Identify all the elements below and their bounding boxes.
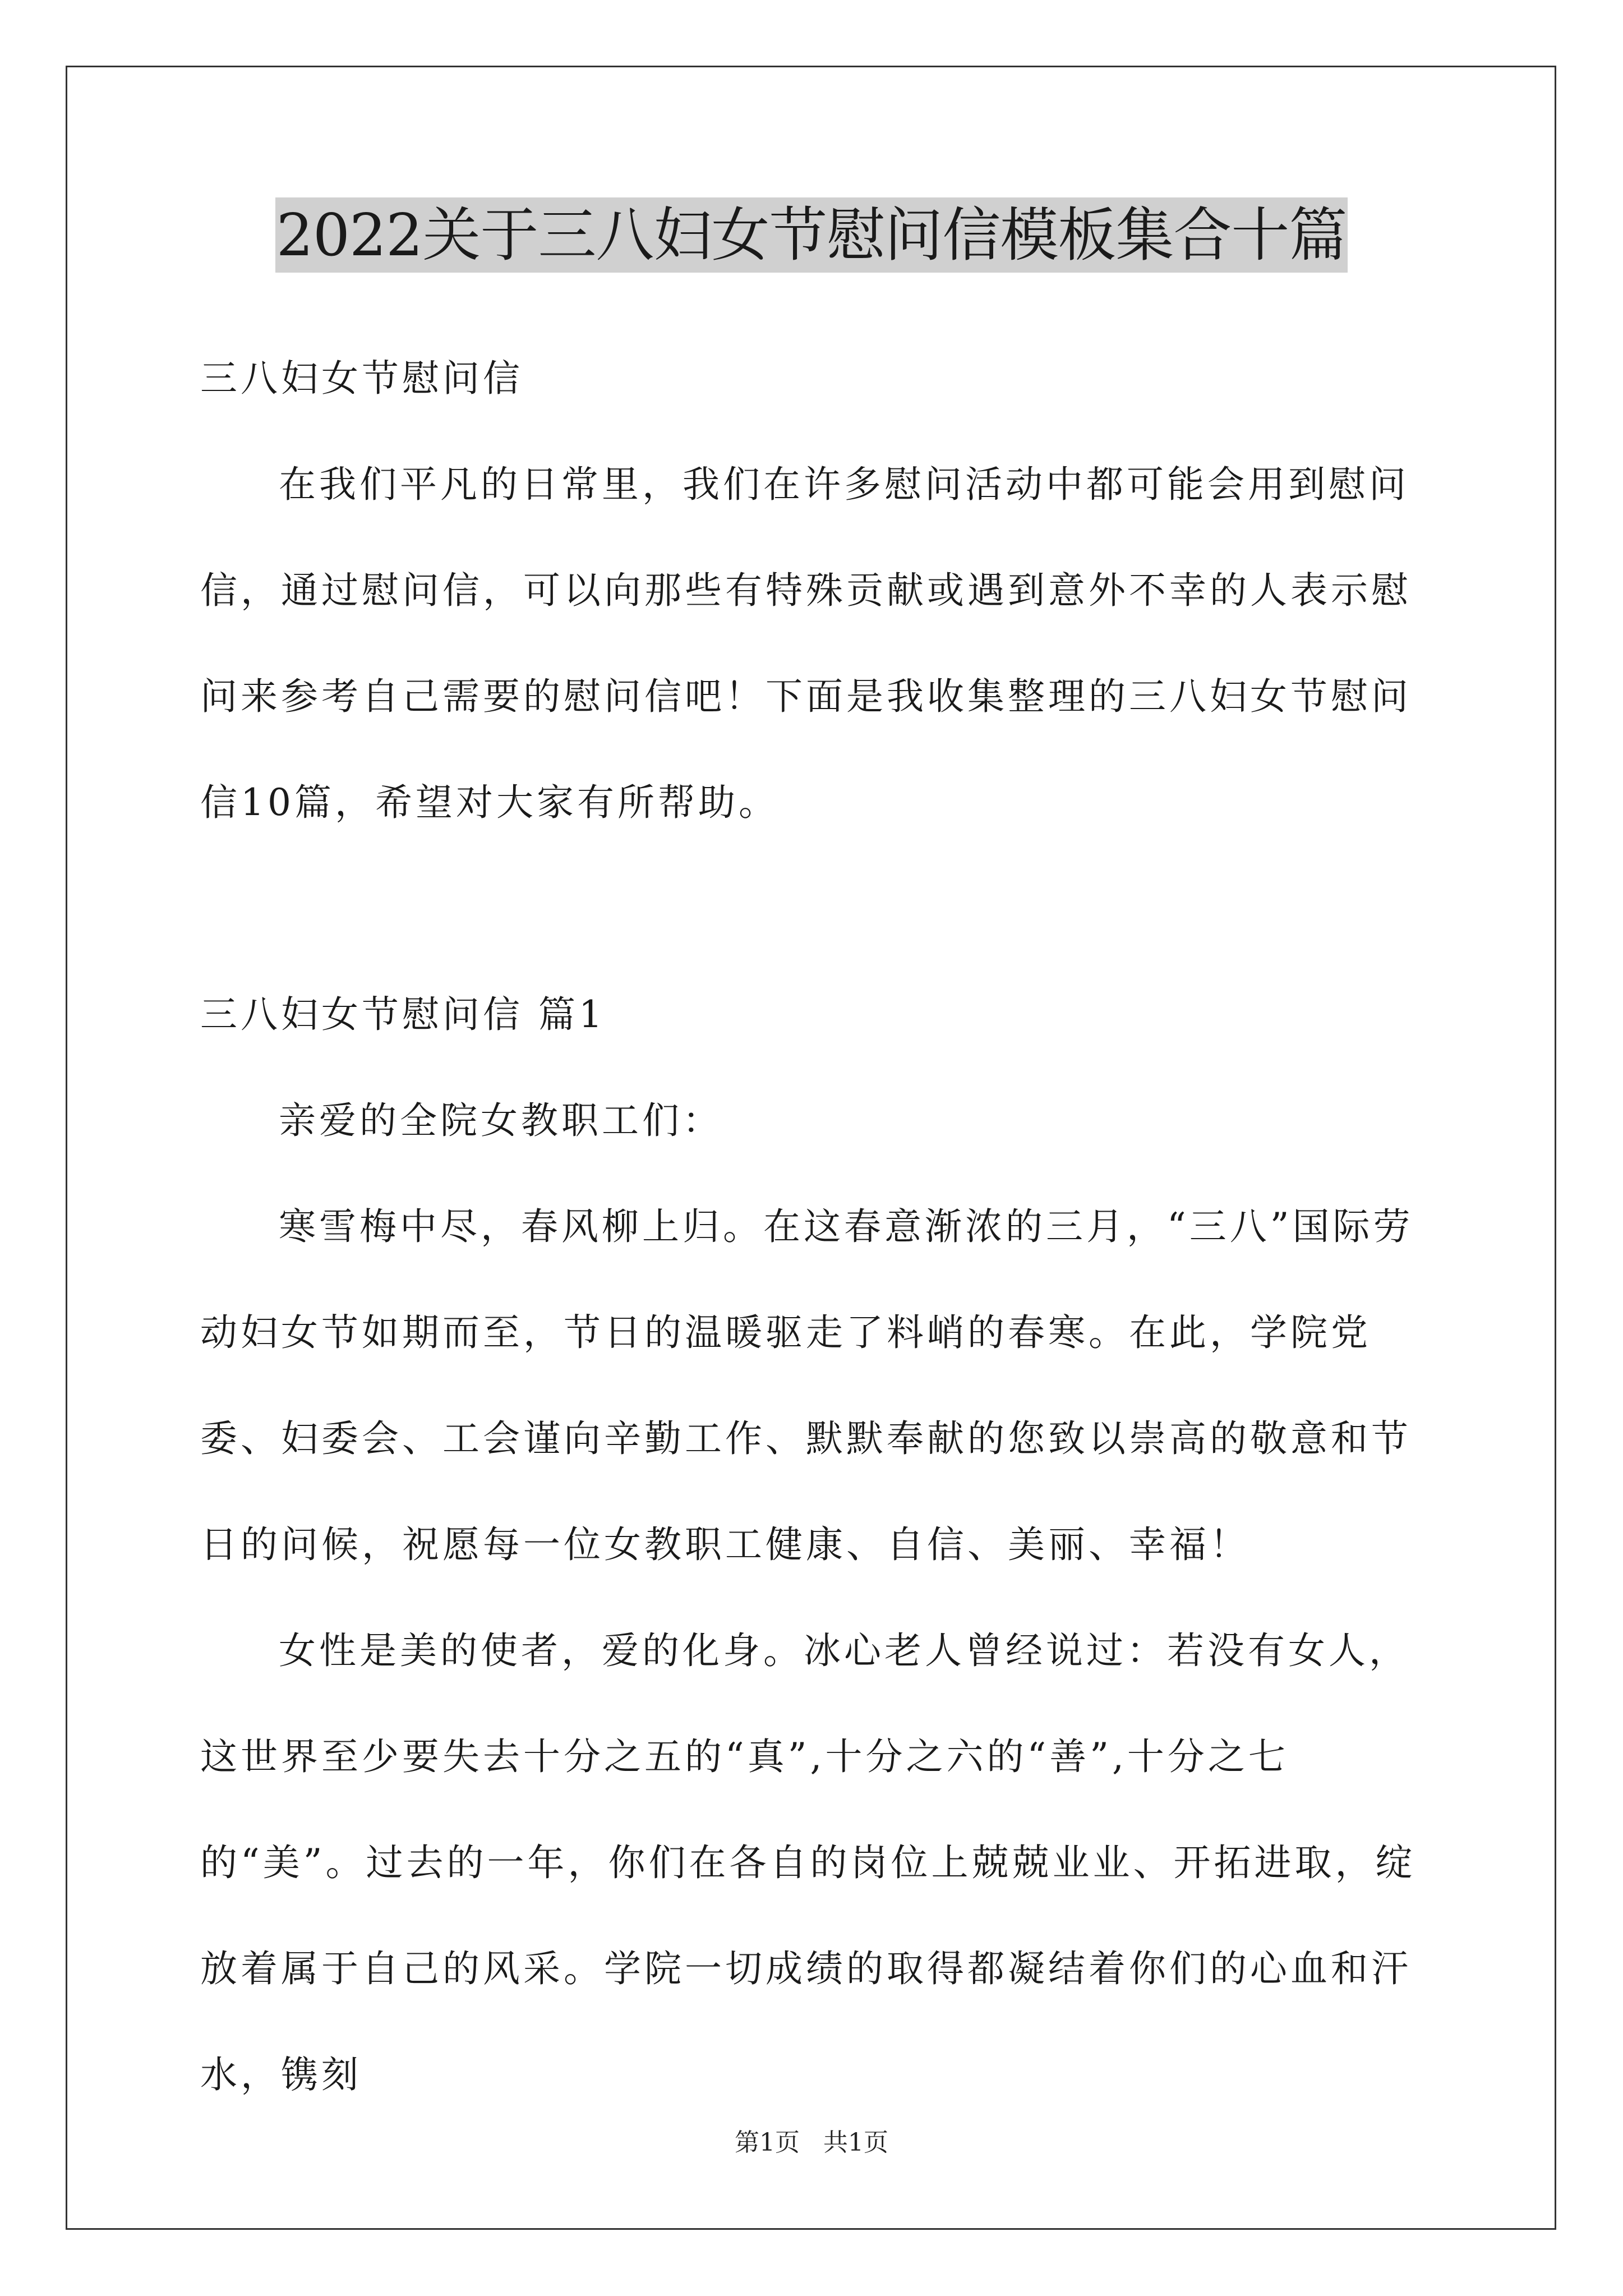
section-spacer [200, 855, 1434, 961]
intro-heading: 三八妇女节慰问信 [200, 357, 523, 400]
document-title: 2022关于三八妇女节慰问信模板集合十篇 [275, 197, 1348, 273]
salutation: 亲爱的全院女教职工们： [279, 1099, 723, 1142]
document-body [200, 325, 1434, 2128]
body-paragraph: 寒雪梅中尽，春风柳上归。在这春意渐浓的三月，“三八”国际劳动妇女节如期而至，节日的温暖驱走了料峭的春寒。在此，学院党委、妇委会、工会谨向辛勤工作、默默奉献的您致以崇高的敬意和节日的问候，祝愿每一位女教职工健康、自信、美丽、幸福！ [200, 1205, 1414, 1566]
intro-paragraph: 在我们平凡的日常里，我们在许多慰问活动中都可能会用到慰问信，通过慰问信，可以向那些有特殊贡献或遇到意外不幸的人表示慰问来参考自己需要的慰问信吧！下面是我收集整理的三八妇女节慰问信10篇，希望对大家有所帮助。 [200, 463, 1412, 824]
title-container [0, 197, 1623, 273]
body-paragraph: 女性是美的使者，爱的化身。冰心老人曾经说过：若没有女人，这世界至少要失去十分之五的“真”,十分之六的“善”,十分之七的“美”。过去的一年，你们在各自的岗位上兢兢业业、开拓进取，绽放着属于自己的风采。学院一切成绩的取得都凝结着你们的心血和汗水，镌刻 [200, 1629, 1416, 2096]
section-heading: 三八妇女节慰问信 篇1 [200, 993, 606, 1036]
page-footer: 第1页 共1页 [735, 2128, 888, 2157]
